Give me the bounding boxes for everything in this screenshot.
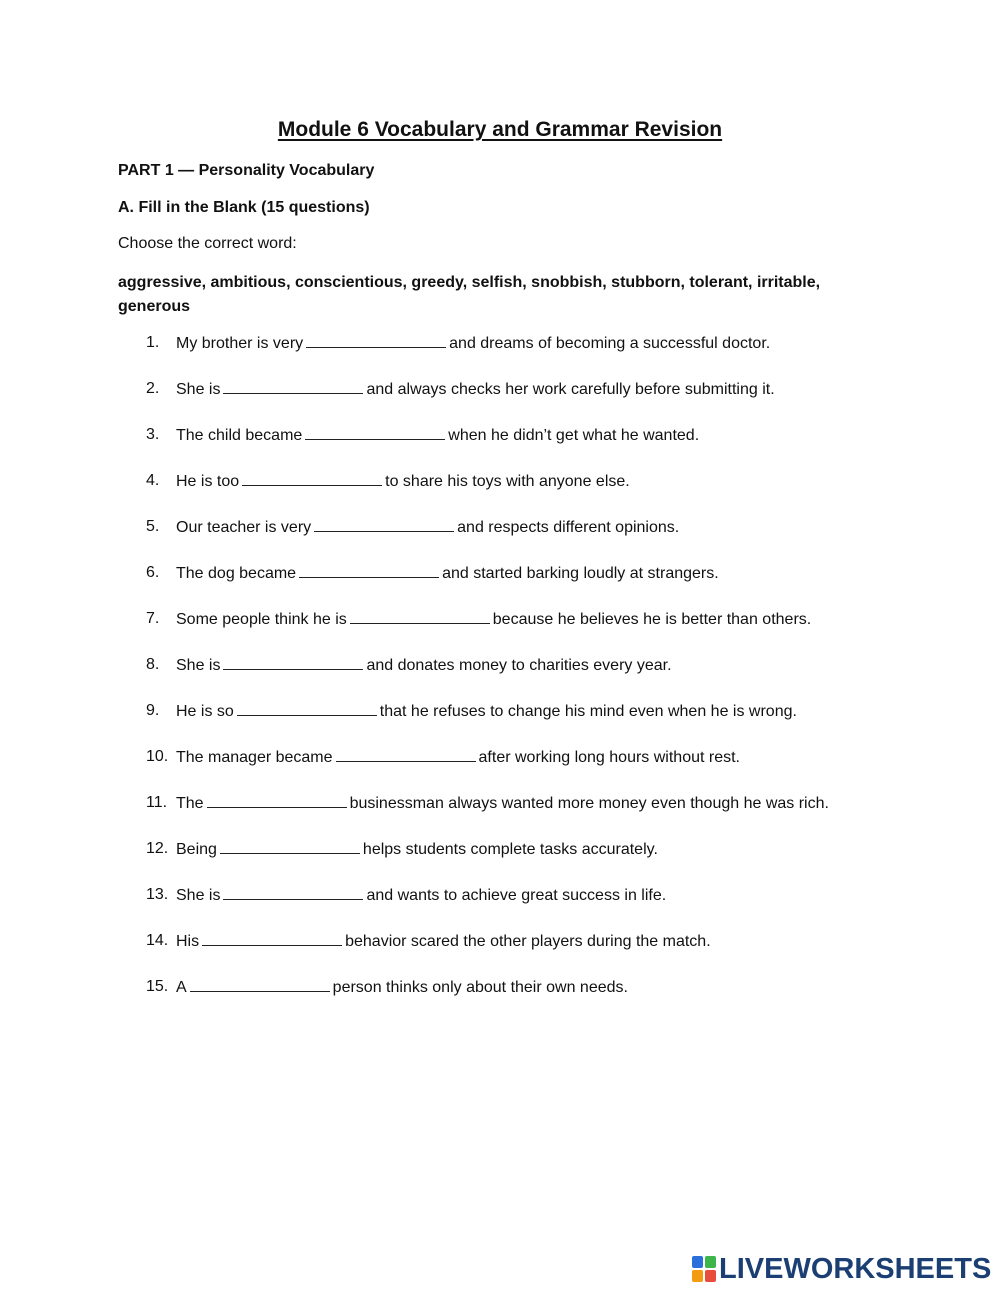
question-item (146, 471, 829, 517)
question-item (146, 701, 829, 747)
question-text-before: She is (176, 381, 221, 398)
question-number: 2. (146, 380, 160, 397)
question-number: 14. (146, 932, 169, 949)
question-text-before: The child became (176, 427, 303, 444)
question-text-before: His (176, 933, 200, 950)
question-text-before: Being (176, 841, 217, 858)
liveworksheets-logo-icon (692, 1256, 716, 1282)
logo-square-blue (692, 1256, 703, 1268)
answer-blank[interactable] (202, 931, 342, 946)
question-item (146, 793, 829, 839)
question-number: 5. (146, 518, 160, 535)
question-text (176, 839, 658, 885)
answer-blank[interactable] (305, 425, 445, 440)
question-number: 7. (146, 610, 160, 627)
logo-square-green (705, 1256, 716, 1268)
question-text-before: Our teacher is very (176, 519, 312, 536)
question-item (146, 379, 829, 425)
question-text (176, 747, 740, 793)
answer-blank[interactable] (223, 379, 363, 394)
question-number: 4. (146, 472, 160, 489)
question-item (146, 747, 829, 793)
question-text-after: person thinks only about their own needs. (332, 979, 628, 996)
logo-square-red (705, 1270, 716, 1282)
question-text (176, 609, 811, 655)
brand-text: LIVEWORKSHEETS (719, 1252, 992, 1285)
question-text-before: He is too (176, 473, 240, 490)
question-text-after: businessman always wanted more money even though he was rich. (349, 795, 829, 812)
answer-blank[interactable] (350, 609, 490, 624)
answer-blank[interactable] (220, 839, 360, 854)
question-item (146, 885, 829, 931)
answer-blank[interactable] (242, 471, 382, 486)
instruction-text: Choose the correct word: (118, 235, 297, 252)
page-title: Module 6 Vocabulary and Grammar Revision (277, 118, 723, 141)
question-text (176, 655, 672, 701)
word-bank: aggressive, ambitious, conscientious, greedy, selfish, snobbish, stubborn, tolerant, irritable, generous (118, 274, 821, 315)
question-item (146, 931, 829, 977)
liveworksheets-brand (692, 1254, 991, 1284)
question-number: 6. (146, 564, 160, 581)
question-text-before: She is (176, 657, 221, 674)
question-item (146, 839, 829, 885)
question-item (146, 517, 829, 563)
question-text (176, 885, 666, 931)
question-number: 11. (146, 794, 168, 811)
question-number: 15. (146, 978, 169, 995)
question-text (176, 517, 679, 563)
question-item (146, 609, 829, 655)
section-heading: A. Fill in the Blank (15 questions) (118, 199, 370, 216)
question-text-after: and respects different opinions. (457, 519, 680, 536)
question-text-after: and wants to achieve great success in life. (366, 887, 667, 904)
question-text (176, 379, 775, 425)
question-text-after: because he believes he is better than others. (492, 611, 812, 628)
question-text-after: and donates money to charities every year. (366, 657, 672, 674)
question-text-after: when he didn’t get what he wanted. (448, 427, 700, 444)
answer-blank[interactable] (223, 655, 363, 670)
question-text (176, 977, 628, 1023)
question-text-after: after working long hours without rest. (478, 749, 740, 766)
question-text-after: to share his toys with anyone else. (385, 473, 630, 490)
question-item (146, 563, 829, 609)
question-list (146, 333, 829, 1023)
question-text-after: and started barking loudly at strangers. (442, 565, 719, 582)
question-text-before: A (176, 979, 187, 996)
logo-square-orange (692, 1270, 703, 1282)
question-number: 12. (146, 840, 169, 857)
question-text-before: Some people think he is (176, 611, 347, 628)
part-heading: PART 1 — Personality Vocabulary (118, 162, 375, 179)
question-number: 9. (146, 702, 160, 719)
question-item (146, 425, 829, 471)
answer-blank[interactable] (237, 701, 377, 716)
question-number: 3. (146, 426, 160, 443)
question-text-before: She is (176, 887, 221, 904)
answer-blank[interactable] (336, 747, 476, 762)
question-text-after: and dreams of becoming a successful doctor. (449, 335, 771, 352)
question-number: 13. (146, 886, 169, 903)
question-number: 8. (146, 656, 160, 673)
question-item (146, 977, 829, 1023)
answer-blank[interactable] (306, 333, 446, 348)
question-text (176, 931, 711, 977)
question-number: 1. (146, 334, 160, 351)
question-text (176, 701, 797, 747)
answer-blank[interactable] (314, 517, 454, 532)
question-text-before: The (176, 795, 204, 812)
question-text (176, 471, 630, 517)
question-text-before: My brother is very (176, 335, 304, 352)
question-text (176, 563, 719, 609)
question-text-before: The dog became (176, 565, 297, 582)
answer-blank[interactable] (223, 885, 363, 900)
answer-blank[interactable] (190, 977, 330, 992)
question-number: 10. (146, 748, 169, 765)
question-item (146, 333, 829, 379)
question-text-before: He is so (176, 703, 234, 720)
question-text-before: The manager became (176, 749, 333, 766)
question-text (176, 793, 829, 839)
answer-blank[interactable] (299, 563, 439, 578)
question-item (146, 655, 829, 701)
answer-blank[interactable] (207, 793, 347, 808)
question-text-after: and always checks her work carefully before submitting it. (366, 381, 775, 398)
question-text (176, 333, 770, 379)
question-text (176, 425, 699, 471)
question-text-after: helps students complete tasks accurately. (362, 841, 658, 858)
question-text-after: behavior scared the other players during the match. (345, 933, 711, 950)
question-text-after: that he refuses to change his mind even when he is wrong. (379, 703, 797, 720)
